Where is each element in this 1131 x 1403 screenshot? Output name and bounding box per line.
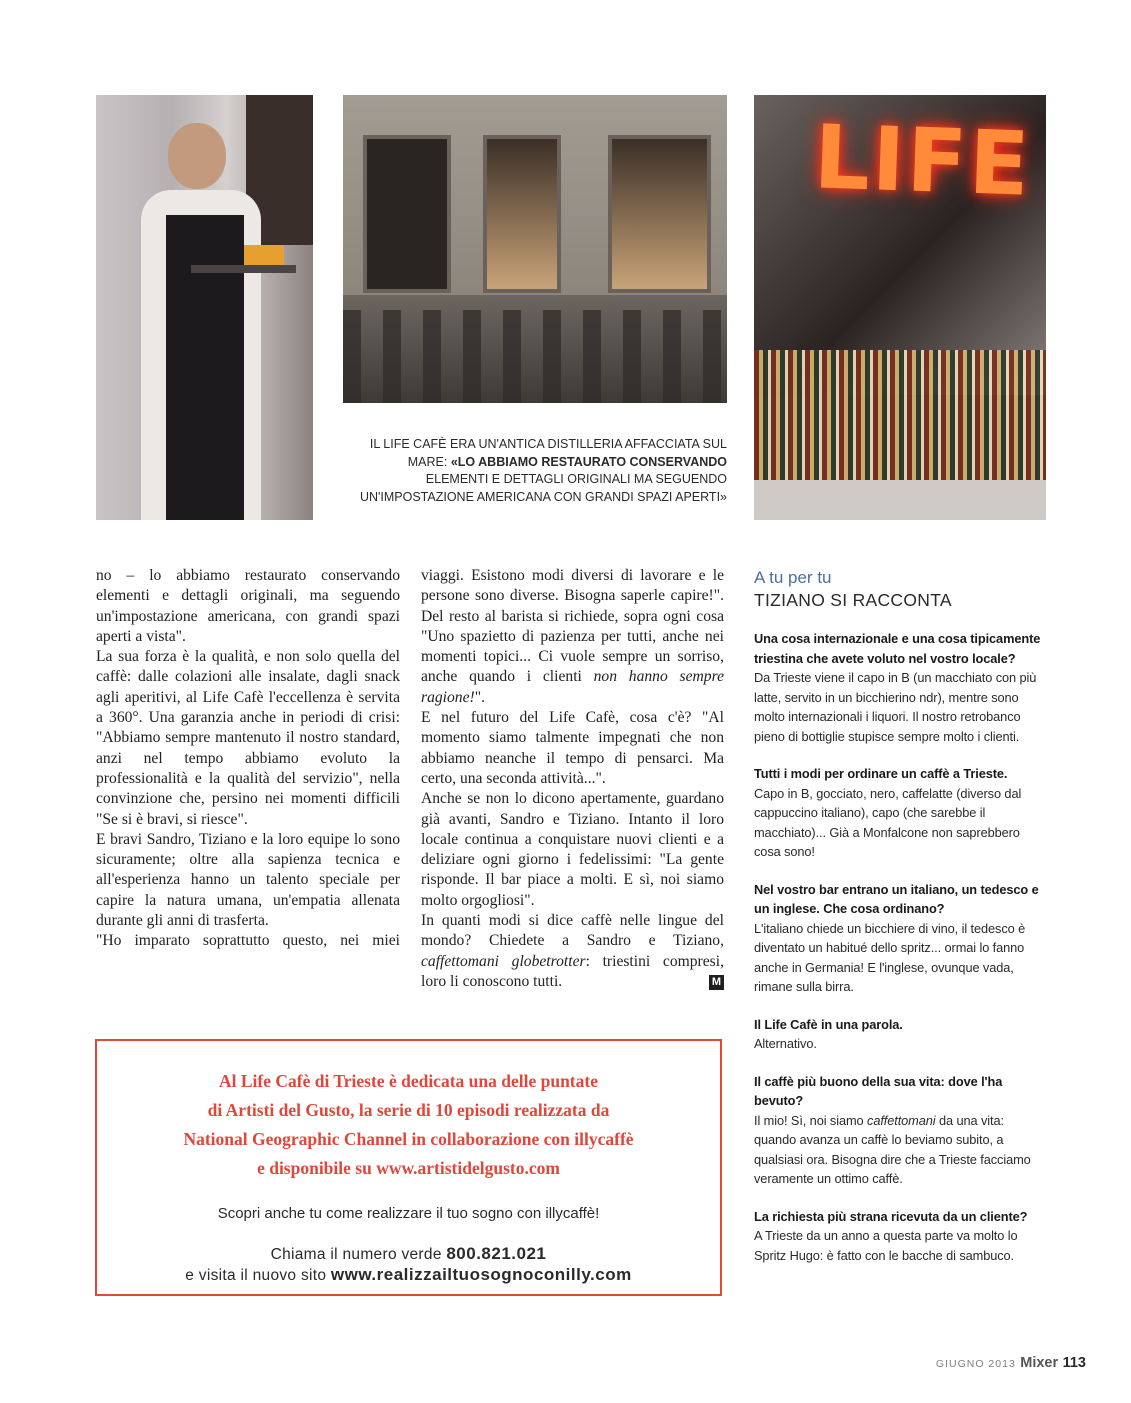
promo-tagline: Scopri anche tu come realizzare il tuo sogno con illycaffè! [217,1205,600,1222]
caption-line: ELEMENTI E DETTAGLI ORIGINALI MA SEGUENDO [425,472,727,486]
neon-sign: LIFE [812,105,1033,216]
folio-magazine: Mixer [1020,1355,1059,1371]
article-paragraph: viaggi. Esistono modi diversi di lavorare e le persone sono diverse. Bisogna saperle capire!". Del resto al barista si richiede, sopra ogni cosa "Uno spazietto di pazienza per tutti, anche nei momenti topici... Ci vuole sempre un sorriso, anche quando i clienti non hanno sempre ragione!". [421,567,724,706]
qa-item [754,1207,1046,1266]
article-column-1 [96,566,400,952]
page-number: 113 [1062,1355,1086,1371]
page-folio [920,1354,1086,1372]
toll-free-number: 800.821.021 [446,1244,547,1263]
article-column-2 [421,566,724,992]
sidebar-title: TIZIANO SI RACCONTA [754,590,952,610]
promo-contact: Chiama il numero verde 800.821.021 e visita il nuovo sito www.realizzailtuosognoconilly.com [185,1244,632,1284]
answer: Alternativo. [754,1036,817,1051]
article-paragraph: no – lo abbiamo restaurato conservando elementi e dettagli originali, ma seguendo un'impostazione americana, con grandi spazi aperti a vista". [96,567,400,645]
photo-caption [343,436,727,506]
qa-item [754,764,1046,862]
question: Il caffè più buono della sua vita: dove l'ha bevuto? [754,1073,1003,1108]
question: Il Life Cafè in una parola. [754,1016,903,1032]
qa-item [754,629,1046,746]
article-paragraph: In quanti modi si dice caffè nelle lingue del mondo? Chiedete a Sandro e Tiziano, caffettomani globetrotter: triestini compresi, loro li conoscono tutti. M [421,912,724,990]
qa-item [754,1072,1046,1189]
caption-line: IL LIFE CAFÈ ERA UN'ANTICA DISTILLERIA AFFACCIATA SUL [369,437,727,451]
promo-website: www.realizzailtuosognoconilly.com [330,1265,632,1284]
photo-terrace [343,95,727,403]
answer: Da Trieste viene il capo in B (un macchiato con più latte, servito in un bicchierino ndr), mentre sono molto internazionali i liquori. Il nostro retrobanco pieno di bottiglie stupisce sempre molto i clienti. [754,670,1037,744]
folio-month: GIUGNO 2013 [935,1358,1016,1370]
caption-line: UN'IMPOSTAZIONE AMERICANA CON GRANDI SPAZI APERTI» [359,489,727,504]
qa-item [754,880,1046,997]
answer: Capo in B, gocciato, nero, caffelatte (diverso dal cappuccino italiano), capo (che sarebbe il macchiato)... Già a Monfalcone non saprebbero cosa sono! [754,785,1022,859]
answer: L'italiano chiede un bicchiere di vino, il tedesco è diventato un habitué dello spritz... ormai lo fanno anche in Germania! E l'inglese, ovunque vada, rimane sulla birra. [754,920,1026,994]
article-paragraph: Anche se non lo dicono apertamente, guardano già avanti, Sandro e Tiziano. Intanto il loro locale continua a conquistare nuovi clienti e a deliziare ogni giorno i fedelissimi: "La gente risponde. Il bar piace a molti. E sì, noi siamo molto orgogliosi". [421,790,724,909]
photo-bar [754,95,1046,520]
photo-waiter [96,95,313,520]
caption-line: MARE: «LO ABBIAMO RESTAURATO CONSERVANDO [407,454,727,469]
article-paragraph: E bravi Sandro, Tiziano e la loro equipe lo sono sicuramente; oltre alla sapienza tecnica e all'esperienza hanno un talento speciale per capire la natura umana, un'empatia allenata durante gli anni di trasferta. [96,830,400,930]
sidebar-kicker: A tu per tu [754,568,832,587]
question: Nel vostro bar entrano un italiano, un tedesco e un inglese. Che cosa ordinano? [754,881,1039,916]
article-paragraph: La sua forza è la qualità, e non solo quella del caffè: dalle colazioni alle insalate, dagli snack agli aperitivi, al Life Cafè l'eccellenza è servita a 360°. Una garanzia anche in periodi di crisi: "Abbiamo sempre mantenuto il nostro standard, anzi nel tempo abbiamo evoluto la professionalità e la qualità del servizio", nella convinzione che, persino nei momenti difficili "Se si è bravi, si riesce". [96,648,400,828]
question: Tutti i modi per ordinare un caffè a Trieste. [754,766,1008,781]
answer: Il mio! Sì, noi siamo caffettomani da una vita: quando avanza un caffè lo beviamo subito, a qualsiasi ora. Bisogna dire che a Trieste facciamo veramente un ottimo caffè. [754,1112,1031,1186]
qa-item [754,1015,1046,1054]
question: Una cosa internazionale e una cosa tipicamente triestina che avete voluto nel vostro locale? [754,631,1041,666]
article-paragraph: "Ho imparato soprattutto questo, nei miei [96,932,400,950]
article-paragraph: E nel futuro del Life Cafè, cosa c'è? "Al momento siamo talmente impegnati che non abbiamo neanche il tempo di pensarci. Ma certo, una seconda attività...". [421,709,724,787]
promo-box [95,1039,722,1296]
end-mark-icon: M [709,975,724,990]
sidebar-interview [754,568,1046,1265]
question: La richiesta più strana ricevuta da un cliente? [754,1208,1028,1224]
answer: A Trieste da un anno a questa parte va molto lo Spritz Hugo: è fatto con le bacche di sambuco. [754,1228,1018,1263]
promo-headline: Al Life Cafè di Trieste è dedicata una delle puntate di Artisti del Gusto, la serie di 10 episodi realizzata da National Geographic Channel in collaborazione con illycaffè e disponibile su www.artistidelgusto.com [183,1071,634,1178]
